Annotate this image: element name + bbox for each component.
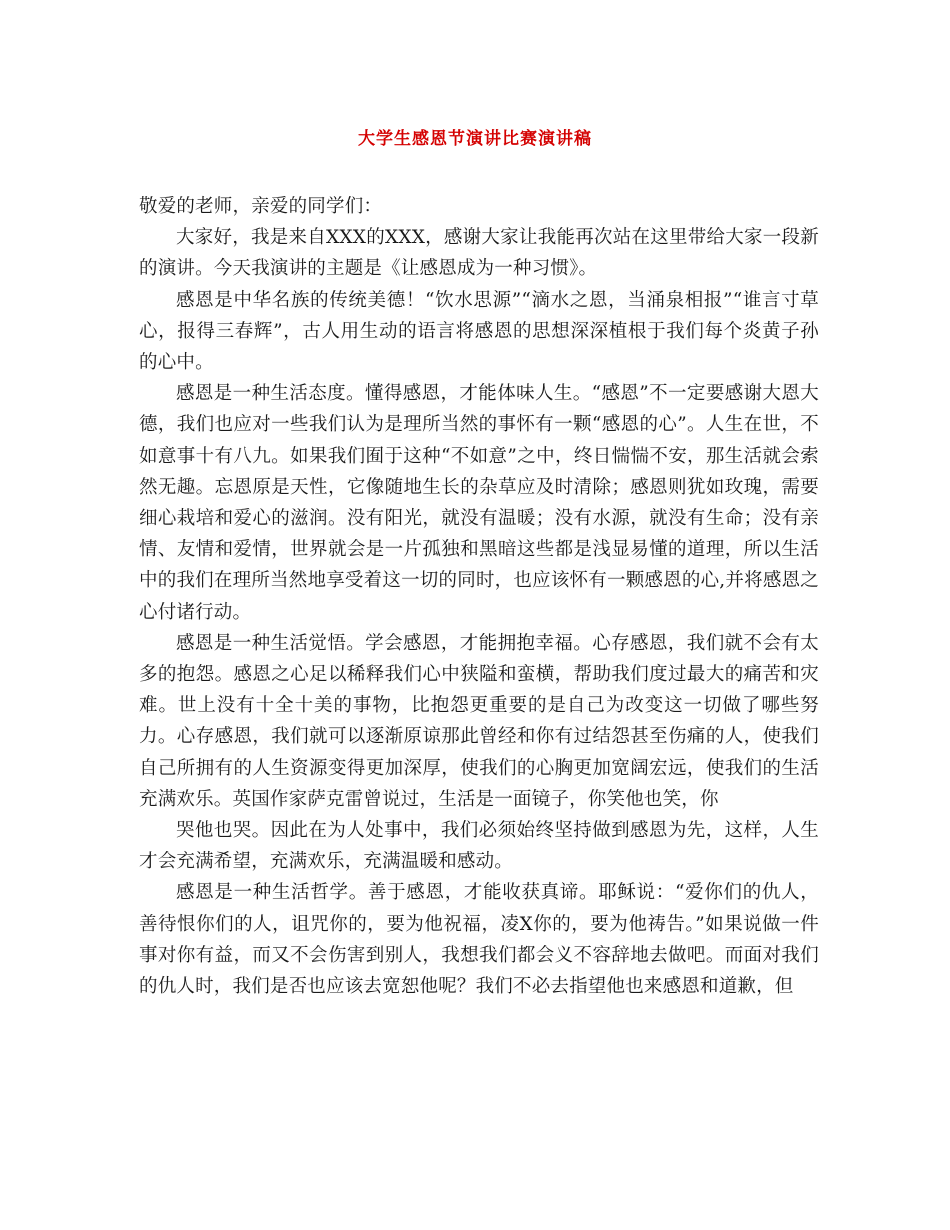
paragraph-3: 感恩是一种生活态度。懂得感恩，才能体味人生。“感恩”不一定要感谢大恩大德，我们也应对一些我们认为是理所当然的事怀有一颗“感恩的心”。人生在世，不如意事十有八九。如果我们囿于这种“不如意”之中，终日惴惴不安，那生活就会索然无趣。忘恩原是天性，它像随地生长的杂草应及时清除；感恩则犹如玫瑰，需要细心栽培和爱心的滋润。没有阳光，就没有温暖；没有水源，就没有生命；没有亲情、友情和爱情，世界就会是一片孤独和黑暗这些都是浅显易懂的道理，所以生活中的我们在理所当然地享受着这一切的同时，也应该怀有一颗感恩的心,并将感恩之心付诸行动。 (139, 383, 819, 623)
greeting-line: 敬爱的老师，亲爱的同学们： (139, 196, 383, 217)
paragraph-5: 哭他也哭。因此在为人处事中，我们必须始终坚持做到感恩为先，这样，人生才会充满希望，充满欢乐，充满温暖和感动。 (139, 820, 819, 873)
paragraph-4: 感恩是一种生活觉悟。学会感恩，才能拥抱幸福。心存感恩，我们就不会有太多的抱怨。感恩之心足以稀释我们心中狭隘和蛮横，帮助我们度过最大的痛苦和灾难。世上没有十全十美的事物，比抱怨更重要的是自己为改变这一切做了哪些努力。心存感恩，我们就可以逐渐原谅那此曾经和你有过结怨甚至伤痛的人，使我们自己所拥有的人生资源变得更加深厚，使我们的心胸更加宽阔宏远，使我们的生活充满欢乐。英国作家萨克雷曾说过，生活是一面镜子，你笑他也笑，你 (139, 632, 819, 810)
document-body (139, 191, 819, 1002)
paragraph-6: 感恩是一种生活哲学。善于感恩，才能收获真谛。耶稣说：“爱你们的仇人，善待恨你们的人，诅咒你的，要为他祝福，凌X你的，要为他祷告。”如果说做一件事对你有益，而又不会伤害到别人，我想我们都会义不容辞地去做吧。而面对我们的仇人时，我们是否也应该去宽恕他呢？我们不必去指望他也来感恩和道歉，但 (139, 882, 820, 998)
document-title: 大学生感恩节演讲比赛演讲稿 (358, 129, 592, 149)
paragraph-2: 感恩是中华名族的传统美德！“饮水思源”“滴水之恩，当涌泉相报”“谁言寸草心，报得三春辉”，古人用生动的语言将感恩的思想深深植根于我们每个炎黄子孙的心中。 (139, 289, 819, 374)
paragraph-1: 大家好，我是来自XXX的XXX，感谢大家让我能再次站在这里带给大家一段新的演讲。今天我演讲的主题是《让感恩成为一种习惯》。 (139, 227, 819, 280)
